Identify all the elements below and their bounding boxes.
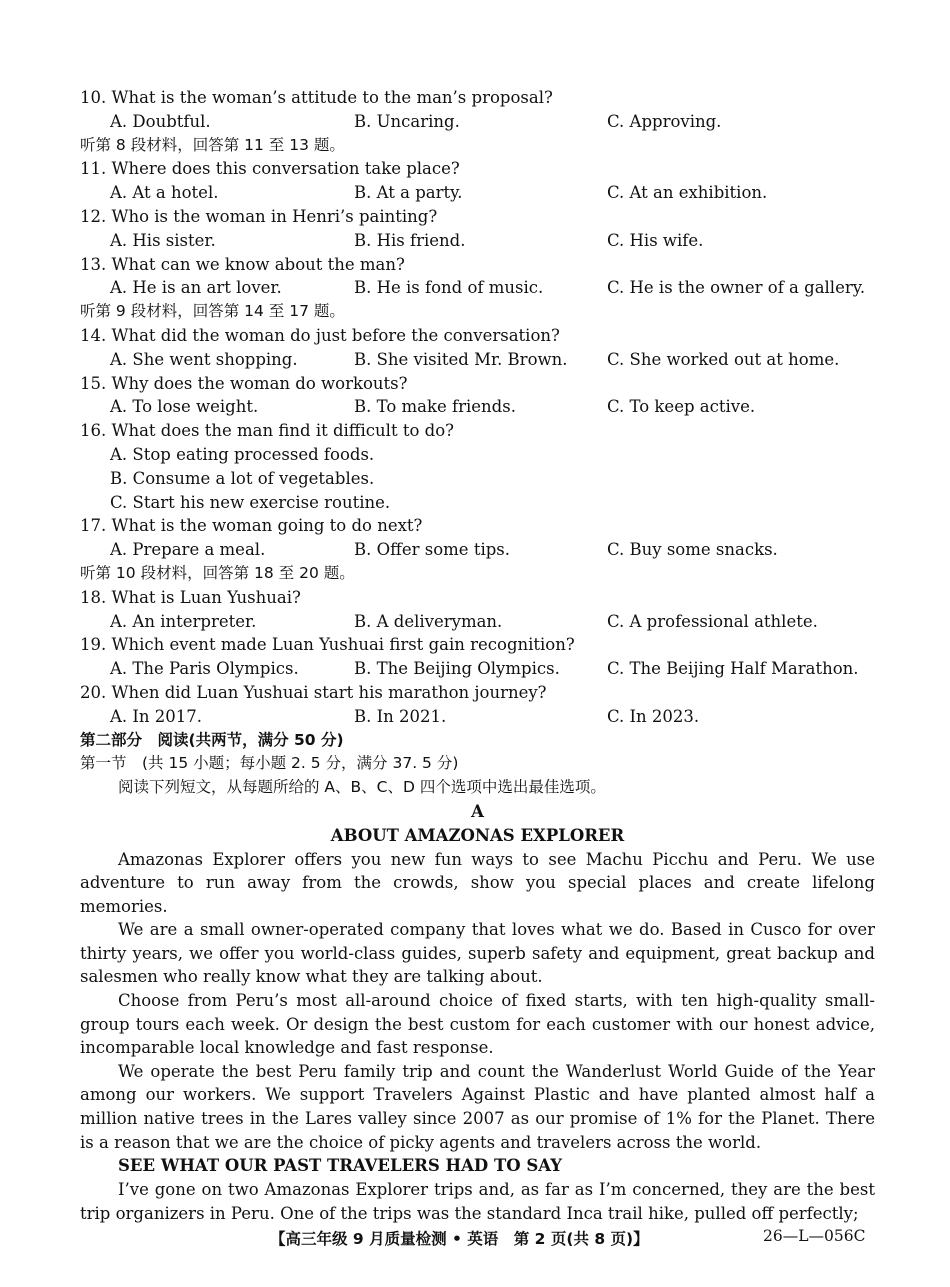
- option-b: B. At a party.: [354, 183, 463, 203]
- option-a: A. He is an art lover.: [110, 278, 282, 298]
- passage-subheading: SEE WHAT OUR PAST TRAVELERS HAD TO SAY: [118, 1156, 563, 1176]
- option-b: B. In 2021.: [354, 706, 447, 726]
- option-b: B. His friend.: [354, 230, 466, 250]
- option-a: A. Doubtful.: [110, 111, 211, 131]
- question-18: 18. What is Luan Yushuai?: [80, 587, 301, 607]
- passage-paragraph: I’ve gone on two Amazonas Explorer trips and, as far as I’m concerned, they are the best trip organizers in Peru. One of the trips was the standard Inca trail hike, pulled off perfectly;: [80, 1180, 875, 1223]
- footer-code: 26—L—056C: [763, 1227, 866, 1245]
- options-19: [80, 657, 875, 681]
- option-b: B. The Beijing Olympics.: [354, 659, 560, 679]
- question-17: 17. What is the woman going to do next?: [80, 516, 423, 536]
- question-16: 16. What does the man find it difficult to do?: [80, 421, 454, 441]
- passage-paragraph: Amazonas Explorer offers you new fun ways to see Machu Picchu and Peru. We use adventure to run away from the crowds, show you special places and create lifelong memories.: [80, 849, 875, 916]
- question-14: 14. What did the woman do just before the conversation?: [80, 325, 560, 345]
- section-10-heading: 听第 10 段材料，回答第 18 至 20 题。: [80, 563, 355, 582]
- option-a: A. She went shopping.: [110, 349, 298, 369]
- option-a: A. In 2017.: [110, 706, 203, 726]
- page-footer: [0, 1227, 950, 1249]
- option-a: A. Prepare a meal.: [110, 540, 266, 560]
- question-15: 15. Why does the woman do workouts?: [80, 373, 408, 393]
- option-a: A. The Paris Olympics.: [110, 659, 299, 679]
- option-a: A. To lose weight.: [110, 397, 259, 417]
- option-b: B. To make friends.: [354, 397, 516, 417]
- passage-letter: A: [471, 801, 484, 821]
- question-20: 20. When did Luan Yushuai start his marathon journey?: [80, 682, 547, 702]
- section-one-title: 第一节 (共 15 小题；每小题 2. 5 分，满分 37. 5 分): [80, 754, 459, 773]
- question-13: 13. What can we know about the man?: [80, 254, 405, 274]
- option-c: C. At an exhibition.: [607, 183, 768, 203]
- option-b: B. She visited Mr. Brown.: [354, 349, 568, 369]
- section-9-heading: 听第 9 段材料，回答第 14 至 17 题。: [80, 302, 345, 321]
- passage-paragraph: We are a small owner-operated company that loves what we do. Based in Cusco for over thirty years, we offer you world-class guides, superb safety and equipment, great backup and salesmen who really know what they are talking about.: [80, 920, 875, 987]
- option-c: C. She worked out at home.: [607, 349, 840, 369]
- options-20: [80, 705, 875, 729]
- options-10: [80, 110, 875, 134]
- options-13: [80, 276, 875, 300]
- option-b: B. Offer some tips.: [354, 540, 511, 560]
- passage-paragraph: We operate the best Peru family trip and count the Wanderlust World Guide of the Year among our workers. We support Travelers Against Plastic and have planted almost half a million native trees in the Lares valley since 2007 as our promise of 1% for the Planet. There is a reason that we are the choice of picky agents and travelers across the world.: [80, 1061, 875, 1152]
- option-c: C. Start his new exercise routine.: [110, 492, 391, 512]
- options-15: [80, 395, 875, 419]
- options-18: [80, 610, 875, 634]
- question-12: 12. Who is the woman in Henri’s painting?: [80, 206, 438, 226]
- question-10: 10. What is the woman’s attitude to the man’s proposal?: [80, 88, 553, 107]
- option-b: B. Uncaring.: [354, 111, 460, 131]
- section-8-heading: 听第 8 段材料，回答第 11 至 13 题。: [80, 135, 345, 154]
- options-12: [80, 229, 875, 253]
- options-17: [80, 538, 875, 562]
- option-c: C. Buy some snacks.: [607, 540, 778, 560]
- option-a: A. An interpreter.: [110, 611, 257, 631]
- option-a: A. Stop eating processed foods.: [110, 444, 375, 464]
- reading-instruction: 阅读下列短文，从每题所给的 A、B、C、D 四个选项中选出最佳选项。: [118, 778, 606, 797]
- option-a: A. At a hotel.: [110, 183, 219, 203]
- options-14: [80, 348, 875, 372]
- question-19: 19. Which event made Luan Yushuai first gain recognition?: [80, 635, 575, 655]
- option-b: B. Consume a lot of vegetables.: [110, 468, 375, 488]
- footer-title: 【高三年级 9 月质量检测 • 英语 第 2 页(共 8 页)】: [270, 1230, 649, 1248]
- option-c: C. To keep active.: [607, 397, 756, 417]
- option-a: A. His sister.: [110, 230, 216, 250]
- options-11: [80, 181, 875, 205]
- question-11: 11. Where does this conversation take place?: [80, 159, 460, 179]
- option-c: C. The Beijing Half Marathon.: [607, 659, 859, 679]
- option-c: C. In 2023.: [607, 706, 700, 726]
- part-two-title: 第二部分 阅读(共两节，满分 50 分): [80, 730, 344, 749]
- option-c: C. He is the owner of a gallery.: [607, 278, 866, 298]
- passage-title: ABOUT AMAZONAS EXPLORER: [330, 825, 625, 845]
- passage-paragraph: Choose from Peru’s most all-around choice of fixed starts, with ten high-quality small-group tours each week. Or design the best custom for each customer with our honest advice, incomparable local knowledge and fast response.: [80, 991, 875, 1058]
- option-b: B. A deliveryman.: [354, 611, 503, 631]
- option-c: C. Approving.: [607, 111, 722, 131]
- option-c: C. A professional athlete.: [607, 611, 818, 631]
- option-b: B. He is fond of music.: [354, 278, 544, 298]
- exam-sheet: [80, 86, 875, 1225]
- option-c: C. His wife.: [607, 230, 704, 250]
